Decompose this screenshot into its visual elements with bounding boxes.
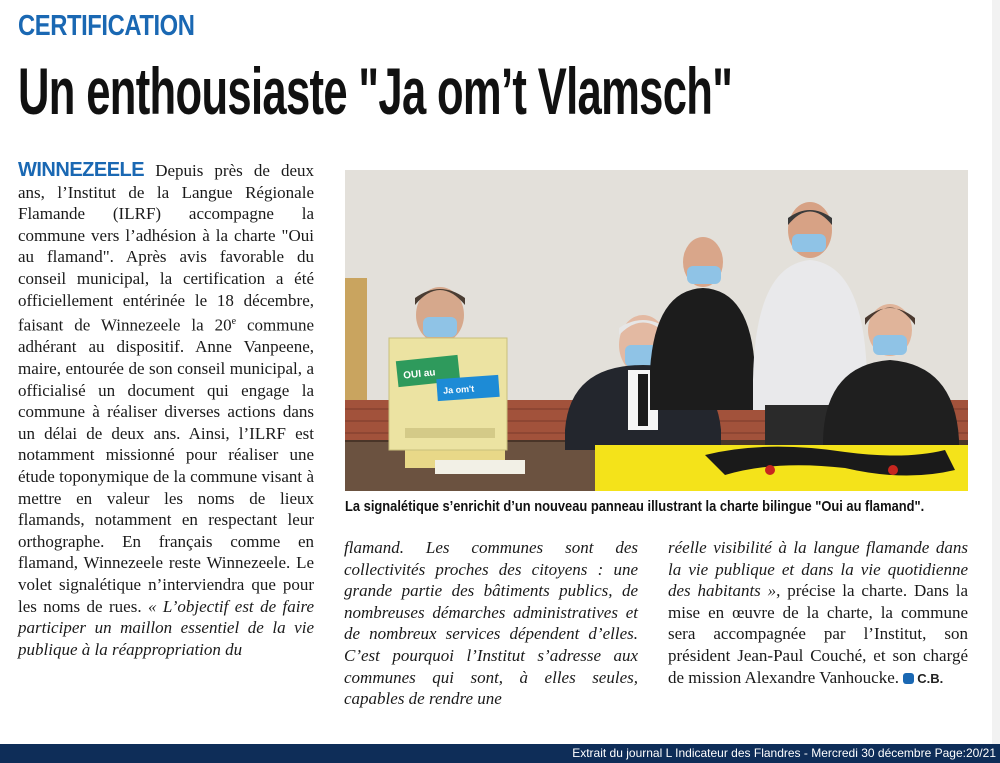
article-headline: Un enthousiaste "Ja om’t Vlamsch" bbox=[18, 54, 733, 128]
section-rubric: CERTIFICATION bbox=[18, 10, 195, 42]
svg-text:Ja om't: Ja om't bbox=[442, 383, 475, 396]
col1-quote: « L’objectif est de faire participer un maillon essentiel de la vie publique à la réappropriation du bbox=[18, 596, 314, 659]
page-edge bbox=[992, 0, 1000, 744]
article-column-1 bbox=[18, 160, 314, 660]
photo-illustration bbox=[345, 170, 968, 491]
footer-source: Extrait du journal L Indicateur des Flandres - Mercredi 30 décembre Page:20/21 bbox=[572, 746, 996, 760]
article-column-3 bbox=[668, 537, 968, 689]
col3-text: , précise la charte. Dans la mise en œuvre de la charte, la commune sera accompagnée par l’Institut, son président Jean-Paul Couché, et son chargé de mission Alexandre Vanhoucke. bbox=[668, 581, 968, 687]
article-photo bbox=[345, 170, 968, 491]
signature-marker-icon bbox=[903, 673, 914, 684]
photo-caption: La signalétique s’enrichit d’un nouveau panneau illustrant la charte bilingue "Oui au flamand". bbox=[345, 498, 925, 515]
footer-bar bbox=[0, 744, 1000, 763]
author-signature: C.B. bbox=[917, 670, 944, 686]
article-column-2: flamand. Les communes sont des collectivités proches des citoyens : une grande partie des bâtiments publics, de nombreuses démarches administratives et de nombreux services dépendent d’elles. C’est pourquoi l’Institut s’adresse aux communes qui sont, à elles seules, capables de rendre une bbox=[344, 538, 638, 709]
col1-text-part2: commune adhérant au dispositif. Anne Vanpeene, maire, entourée de son conseil municipal, a officialisé un document qui engage la commune à réaliser diverses actions dans un délai de deux ans. Ainsi, l’ILRF est notamment missionné pour réaliser une étude toponymique de la commune visant à mettre en valeur les noms de lieux flamands, notamment en respectant leur orthographe. En français comme en flamand, Winnezeele reste Winnezeele. Le volet signalétique n’interviendra que pour les noms de rues. bbox=[18, 315, 314, 616]
col3-quote: réelle visibilité à la langue flamande dans la vie publique et dans la vie quotidienne des habitants » bbox=[668, 538, 968, 601]
dateline: WINNEZEELE bbox=[18, 159, 145, 181]
col1-superscript: e bbox=[231, 316, 237, 328]
svg-text:OUI au: OUI au bbox=[402, 367, 437, 382]
col1-text-part1: Depuis près de deux ans, l’Institut de la Langue Régionale Flamande (ILRF) accompagne la commune vers l’adhésion à la charte "Oui au flamand". Après avis favorable du conseil municipal, la certification a été officiellement entérinée le 18 décembre, faisant de Winnezeele la 20 bbox=[18, 161, 314, 335]
